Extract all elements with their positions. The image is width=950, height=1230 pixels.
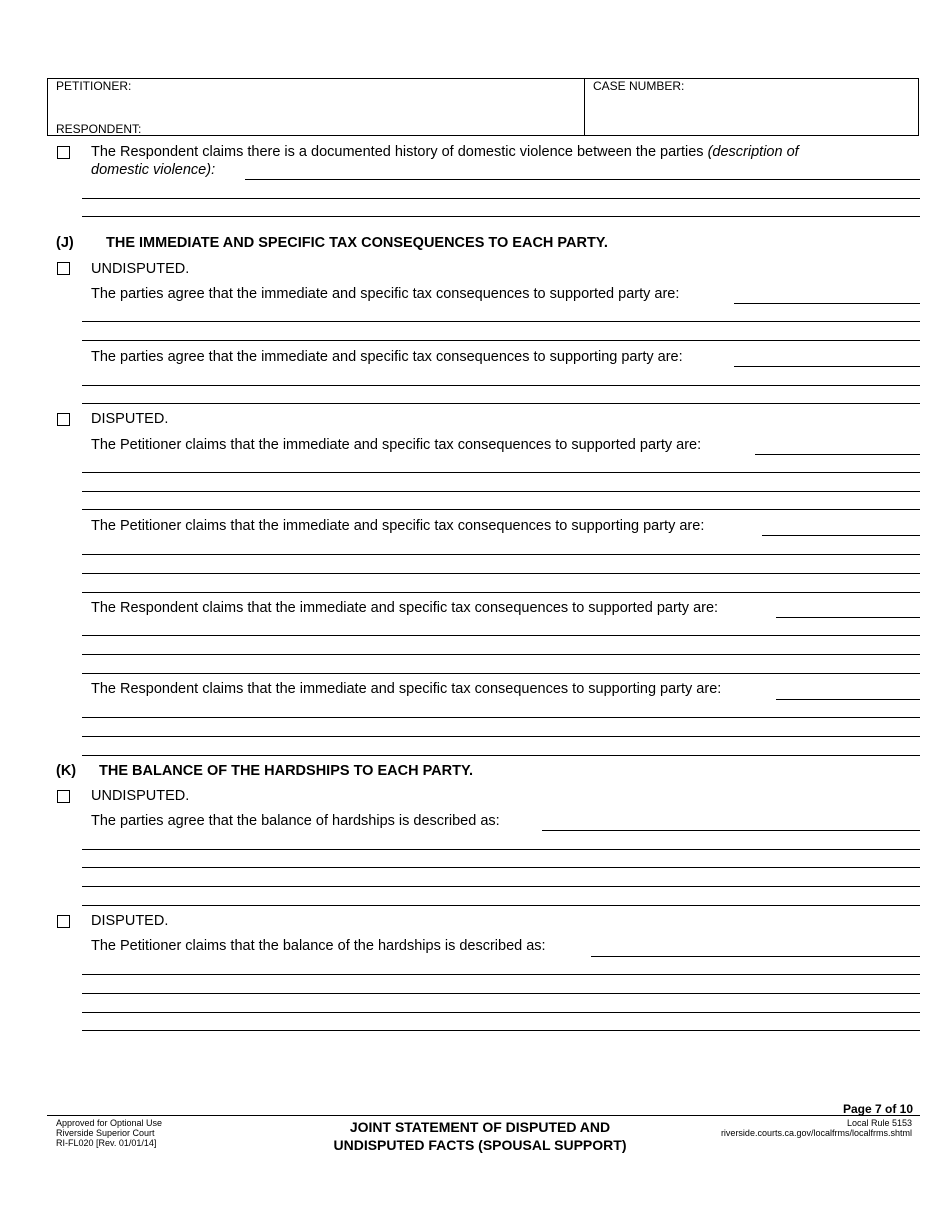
footer-left	[56, 1118, 162, 1148]
j-disputed-checkbox[interactable]	[57, 413, 70, 426]
j-agree-supported-line-1[interactable]	[734, 303, 920, 304]
j-undisputed-checkbox[interactable]	[57, 262, 70, 275]
j-pet-supported-line-3[interactable]	[82, 491, 920, 492]
dv-checkbox[interactable]	[57, 146, 70, 159]
caption-box	[47, 78, 919, 136]
dv-text-line2: domestic violence):	[91, 162, 216, 178]
j-undisputed-label: UNDISPUTED.	[91, 261, 190, 277]
section-j-title: THE IMMEDIATE AND SPECIFIC TAX CONSEQUENCES TO EACH PARTY.	[106, 235, 608, 251]
j-resp-supported-line-3[interactable]	[82, 654, 920, 655]
dv-text-italic: (description of	[707, 144, 799, 160]
section-j-letter: (J)	[56, 235, 74, 251]
j-agree-supported-line-3[interactable]	[82, 340, 920, 341]
dv-answer-line-3[interactable]	[82, 216, 920, 217]
j-resp-supporting-line-4[interactable]	[82, 755, 920, 756]
footer-title-line-2: UNDISPUTED FACTS (SPOUSAL SUPPORT)	[333, 1137, 627, 1153]
dv-text-main: The Respondent claims there is a documented history of domestic violence between the parties	[91, 144, 704, 160]
footer-form-id: RI-FL020 [Rev. 01/01/14]	[56, 1138, 157, 1148]
k-disputed-label: DISPUTED.	[91, 913, 169, 929]
j-pet-supporting-line-3[interactable]	[82, 573, 920, 574]
j-agree-supported-line-2[interactable]	[82, 321, 920, 322]
j-resp-supported-line-2[interactable]	[82, 635, 920, 636]
k-agree-text: The parties agree that the balance of hardships is described as:	[91, 813, 500, 829]
k-agree-line-4[interactable]	[82, 886, 920, 887]
j-agree-supporting-line-3[interactable]	[82, 403, 920, 404]
footer-rule	[47, 1115, 920, 1116]
k-undisputed-label: UNDISPUTED.	[91, 788, 190, 804]
dv-answer-line-1[interactable]	[245, 179, 920, 180]
footer-title	[280, 1118, 680, 1154]
j-resp-supporting-line-2[interactable]	[82, 717, 920, 718]
respondent-label: RESPONDENT:	[56, 122, 142, 136]
k-undisputed-checkbox[interactable]	[57, 790, 70, 803]
footer-approved: Approved for Optional Use	[56, 1118, 163, 1128]
j-pet-supported-text: The Petitioner claims that the immediate and specific tax consequences to supported party are:	[91, 437, 702, 453]
k-pet-text: The Petitioner claims that the balance of the hardships is described as:	[91, 938, 546, 954]
dv-answer-line-2[interactable]	[82, 198, 920, 199]
k-pet-line-2[interactable]	[82, 974, 920, 975]
j-agree-supporting-line-1[interactable]	[734, 366, 920, 367]
section-k-title: THE BALANCE OF THE HARDSHIPS TO EACH PARTY.	[99, 763, 474, 779]
j-resp-supported-line-1[interactable]	[776, 617, 920, 618]
j-resp-supported-line-4[interactable]	[82, 673, 920, 674]
j-agree-supporting-text: The parties agree that the immediate and specific tax consequences to supporting party are:	[91, 349, 683, 365]
j-agree-supported-text: The parties agree that the immediate and specific tax consequences to supported party are:	[91, 286, 680, 302]
k-pet-line-5[interactable]	[82, 1030, 920, 1031]
j-pet-supported-line-1[interactable]	[755, 454, 920, 455]
footer-url[interactable]: riverside.courts.ca.gov/localfrms/localfrms.shtml	[720, 1128, 912, 1138]
k-disputed-checkbox[interactable]	[57, 915, 70, 928]
j-resp-supporting-line-1[interactable]	[776, 699, 920, 700]
footer-title-line-1: JOINT STATEMENT OF DISPUTED AND	[349, 1119, 611, 1135]
j-resp-supported-text: The Respondent claims that the immediate and specific tax consequences to supported party are:	[91, 600, 719, 616]
k-agree-line-1[interactable]	[542, 830, 920, 831]
k-pet-line-1[interactable]	[591, 956, 920, 957]
section-k-letter: (K)	[56, 763, 77, 779]
j-pet-supported-line-2[interactable]	[82, 472, 920, 473]
page-number: Page 7 of 10	[842, 1102, 913, 1116]
j-resp-supporting-line-3[interactable]	[82, 736, 920, 737]
j-resp-supporting-text: The Respondent claims that the immediate and specific tax consequences to supporting party are:	[91, 681, 722, 697]
petitioner-label: PETITIONER:	[56, 79, 132, 93]
j-pet-supporting-text: The Petitioner claims that the immediate and specific tax consequences to supporting party are:	[91, 518, 705, 534]
j-agree-supporting-line-2[interactable]	[82, 385, 920, 386]
footer-right	[721, 1118, 912, 1138]
k-pet-line-4[interactable]	[82, 1012, 920, 1013]
k-agree-line-2[interactable]	[82, 849, 920, 850]
k-pet-line-3[interactable]	[82, 993, 920, 994]
k-agree-line-3[interactable]	[82, 867, 920, 868]
caption-divider	[584, 78, 585, 136]
dv-text	[91, 144, 799, 160]
footer-court: Riverside Superior Court	[56, 1128, 155, 1138]
j-pet-supporting-line-2[interactable]	[82, 554, 920, 555]
j-pet-supporting-line-4[interactable]	[82, 592, 920, 593]
j-pet-supporting-line-1[interactable]	[762, 535, 920, 536]
case-number-label: CASE NUMBER:	[593, 79, 685, 93]
j-disputed-label: DISPUTED.	[91, 411, 169, 427]
j-pet-supported-line-4[interactable]	[82, 509, 920, 510]
footer-local-rule: Local Rule 5153	[846, 1118, 912, 1128]
k-agree-line-5[interactable]	[82, 905, 920, 906]
